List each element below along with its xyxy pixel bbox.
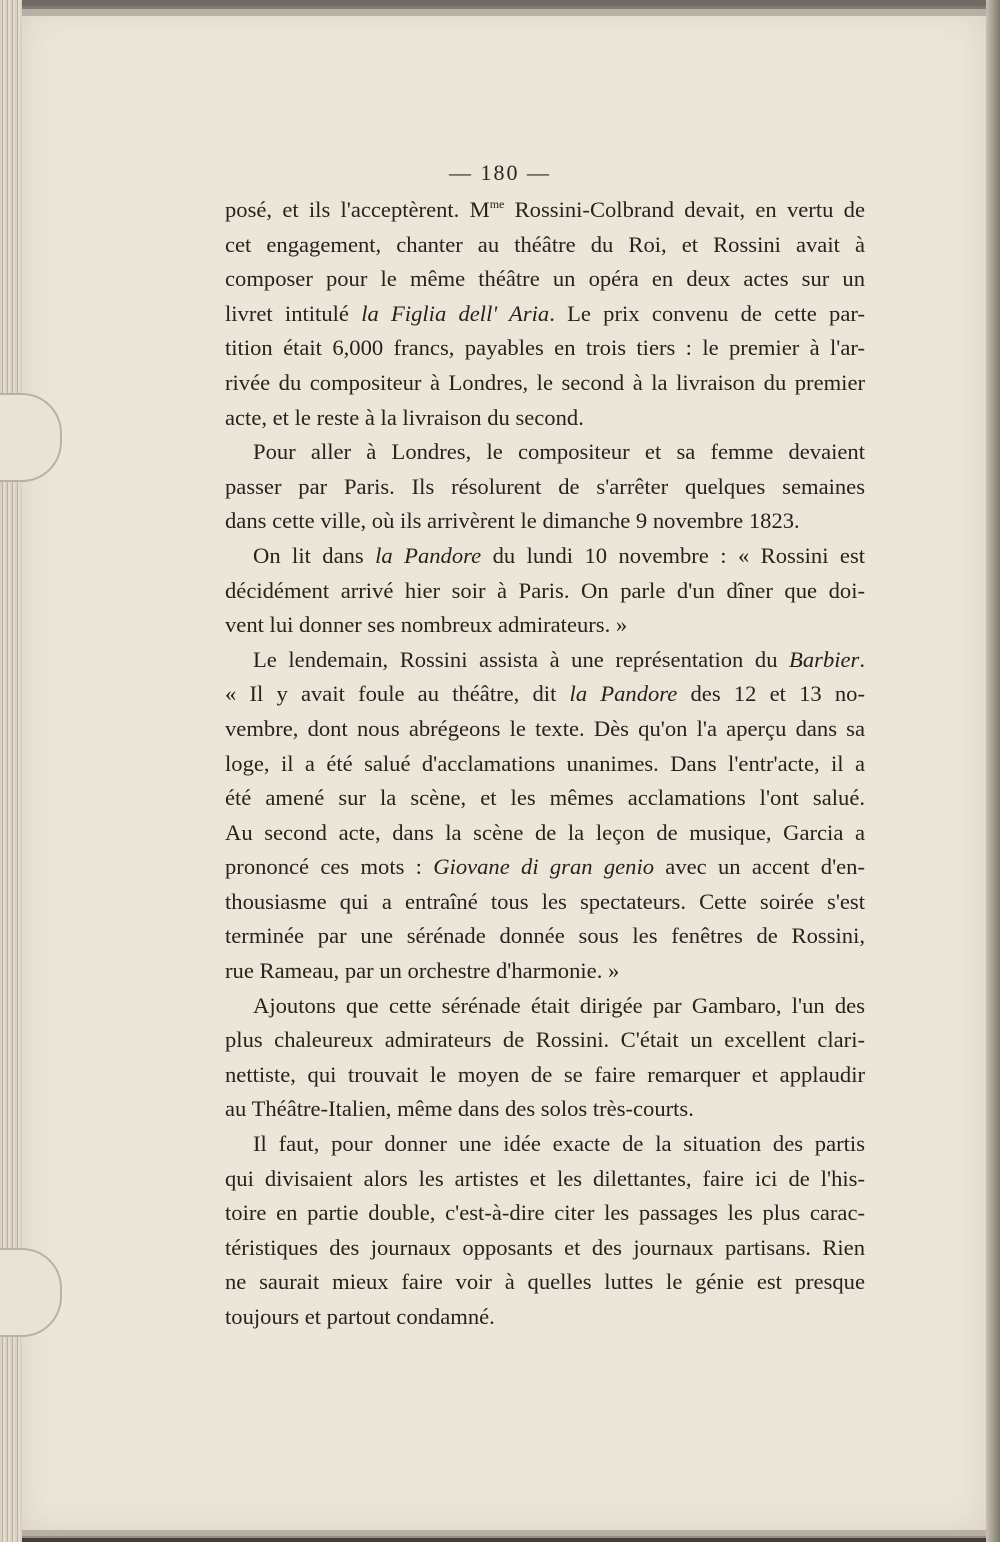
paragraph (225, 1127, 865, 1335)
text-line: qui divisaient alors les artistes et les dilettantes, faire ici de l'his- (225, 1165, 865, 1191)
body-text (225, 193, 865, 1335)
text-line: « Il y avait foule au théâtre, dit la Pandore des 12 et 13 no- (225, 681, 865, 707)
text-line: rue Rameau, par un orchestre d'harmonie. » (225, 958, 620, 984)
paragraph (225, 539, 865, 643)
text-line: toire en partie double, c'est-à-dire citer les passages les plus carac- (225, 1200, 865, 1226)
text-line: passer par Paris. Ils résolurent de s'arrêter quelques semaines (225, 473, 865, 499)
text-line: tition était 6,000 francs, payables en trois tiers : le premier à l'ar- (225, 335, 865, 361)
text-line: vent lui donner ses nombreux admirateurs. » (225, 612, 628, 638)
text-line: prononcé ces mots : Giovane di gran genio avec un accent d'en- (225, 854, 865, 880)
text-line: Pour aller à Londres, le compositeur et sa femme devaient (253, 439, 865, 465)
text-line: On lit dans la Pandore du lundi 10 novembre : « Rossini est (253, 542, 866, 568)
text-line: plus chaleureux admirateurs de Rossini. C'était un excellent clari- (225, 1027, 865, 1053)
text-line: Ajoutons que cette sérénade était dirigée par Gambaro, l'un des (253, 992, 865, 1018)
text-line: loge, il a été salué d'acclamations unanimes. Dans l'entr'acte, il a (225, 750, 865, 776)
text-line: au Théâtre-Italien, même dans des solos très-courts. (225, 1096, 694, 1122)
text-line: ne saurait mieux faire voir à quelles luttes le génie est presque (225, 1269, 865, 1295)
text-line: acte, et le reste à la livraison du second. (225, 404, 584, 430)
text-line: livret intitulé la Figlia dell' Aria. Le prix convenu de cette par- (225, 300, 865, 326)
text-line: posé, et ils l'acceptèrent. $M^{me}$ Rossini-Colbrand devait, en vertu de (225, 197, 865, 222)
text-line: Le lendemain, Rossini assista à une représentation du Barbier. (253, 646, 865, 672)
text-line: Il faut, pour donner une idée exacte de la situation des partis (253, 1131, 865, 1157)
text-line: cet engagement, chanter au théâtre du Roi, et Rossini avait à (225, 231, 865, 257)
paragraph (225, 643, 865, 989)
top-page-edge (18, 6, 988, 16)
text-line: été amené sur la scène, et les mêmes acclamations l'ont salué. (225, 785, 865, 811)
page-number: — 180 — (449, 160, 551, 185)
paragraph (225, 193, 865, 435)
text-line: composer pour le même théâtre un opéra en deux actes sur un (225, 266, 865, 292)
text-line: téristiques des journaux opposants et des journaux partisans. Rien (225, 1234, 865, 1260)
text-line: nettiste, qui trouvait le moyen de se faire remarquer et applaudir (225, 1061, 865, 1087)
text-line: décidément arrivé hier soir à Paris. On parle d'un dîner que doi- (225, 577, 865, 603)
text-line: vembre, dont nous abrégeons le texte. Dès qu'on l'a aperçu dans sa (225, 715, 865, 741)
text-line: dans cette ville, où ils arrivèrent le dimanche 9 novembre 1823. (225, 508, 800, 534)
text-line: toujours et partout condamné. (225, 1304, 495, 1329)
paragraph (225, 989, 865, 1127)
text-line: terminée par une sérénade donnée sous les fenêtres de Rossini, (225, 923, 865, 949)
text-line: thousiasme qui a entraîné tous les spectateurs. Cette soirée s'est (225, 888, 865, 914)
paragraph (225, 435, 865, 539)
text-line: rivée du compositeur à Londres, le second à la livraison du premier (225, 369, 865, 395)
text-line: Au second acte, dans la scène de la leçon de musique, Garcia a (225, 819, 865, 845)
bottom-page-edge (18, 1530, 988, 1542)
page-stack-right-edge (986, 0, 1000, 1542)
